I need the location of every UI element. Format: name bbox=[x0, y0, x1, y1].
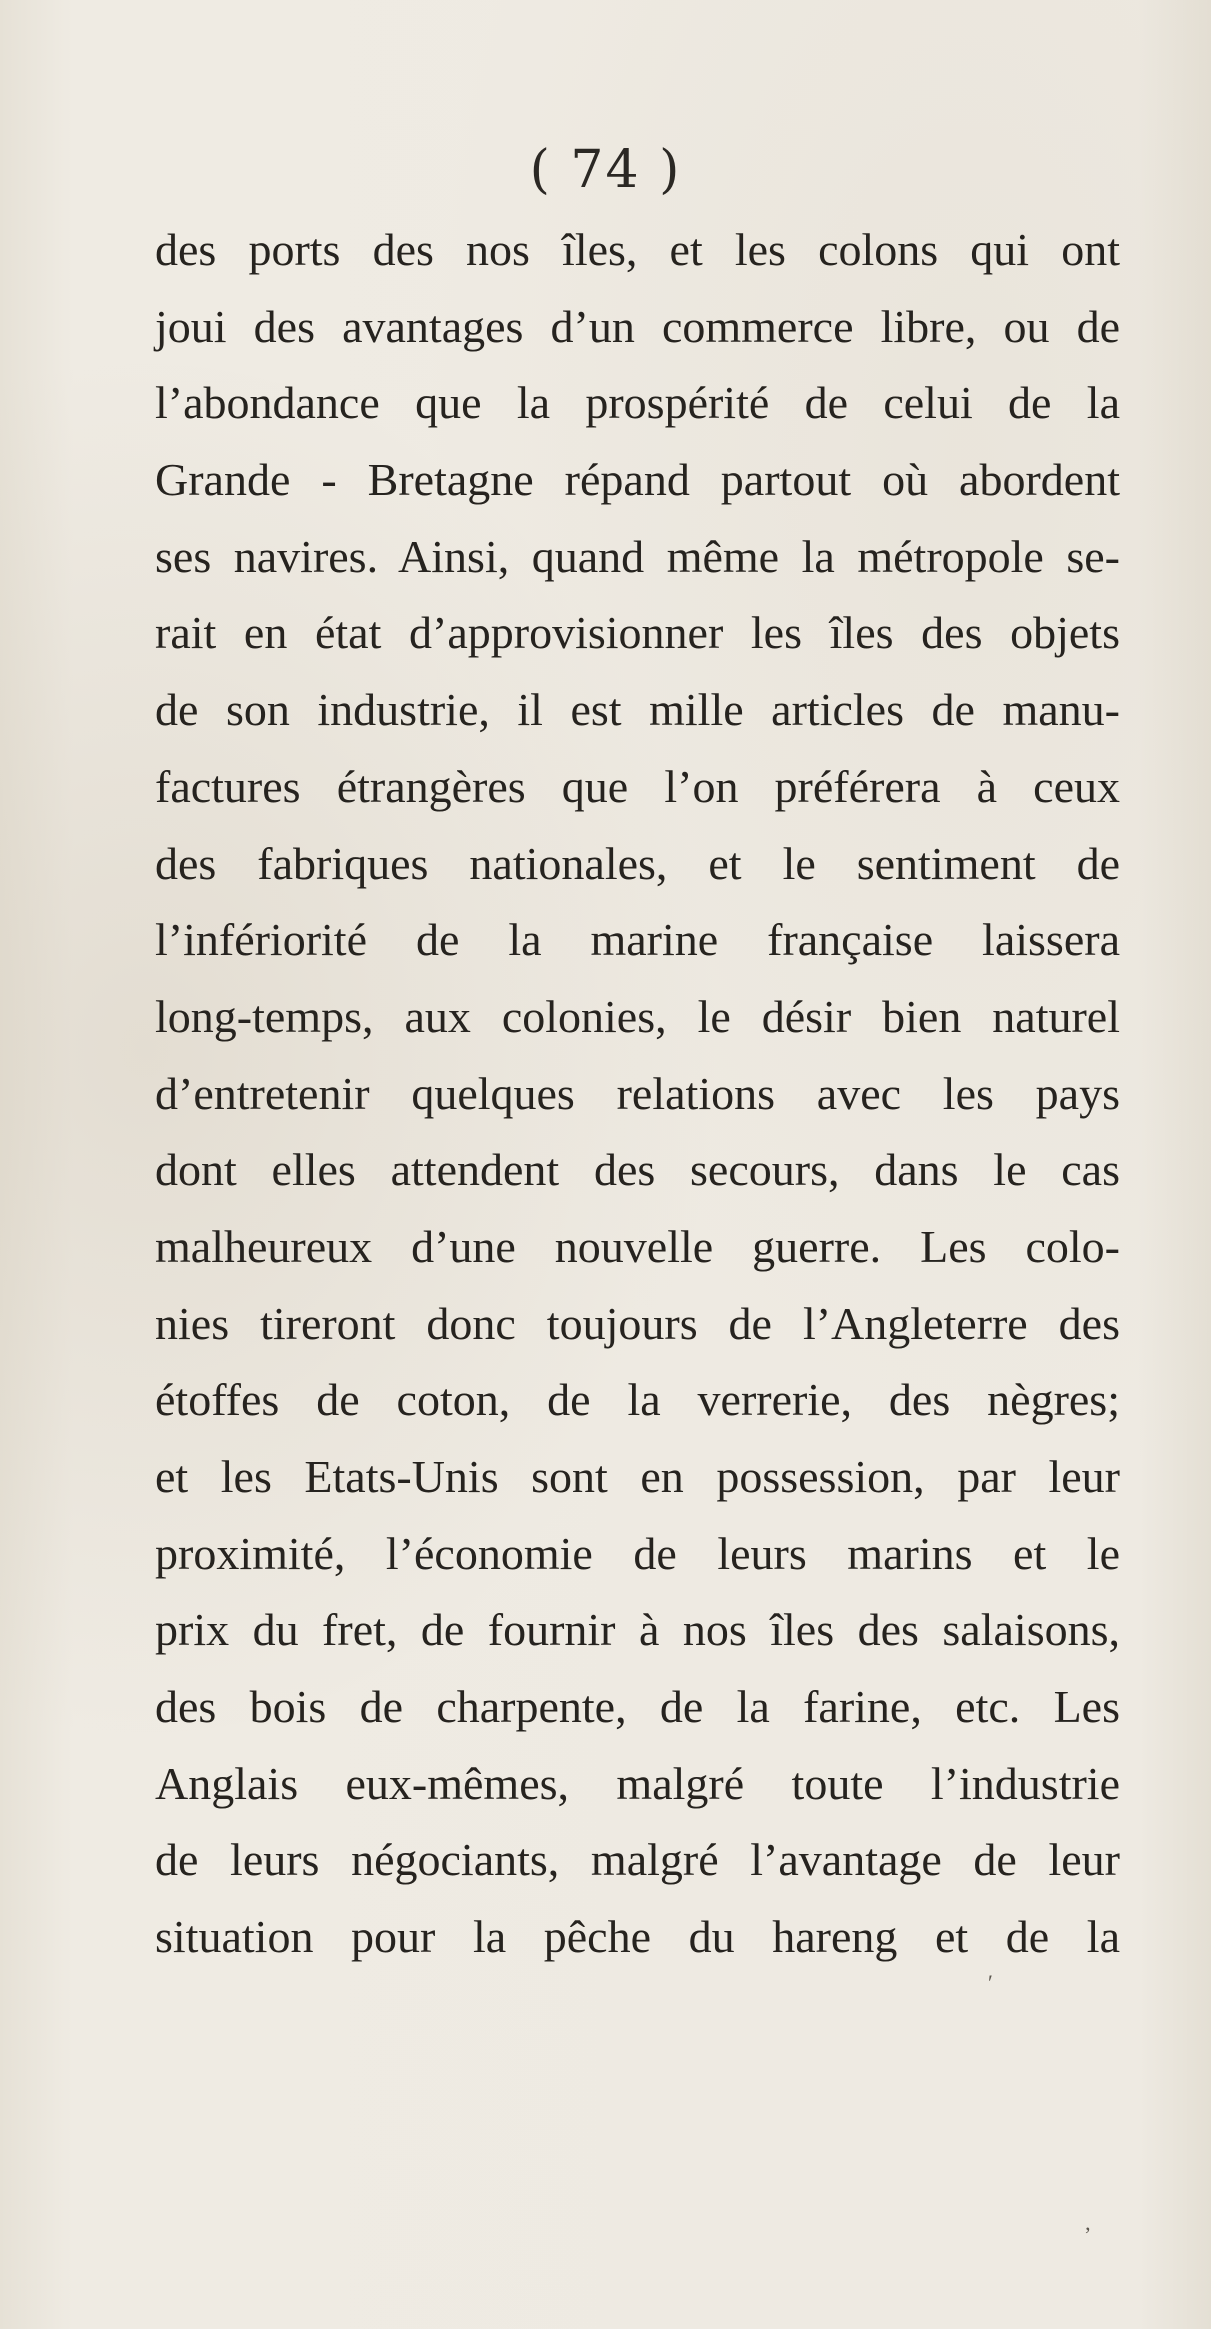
text-line: malheureux d’une nouvelle guerre. Les colo- bbox=[155, 1220, 1120, 1272]
text-line: rait en état d’approvisionner les îles des objets bbox=[155, 607, 1120, 659]
text-line: de leurs négociants, malgré l’avantage de leur bbox=[155, 1834, 1120, 1886]
text-line: dont elles attendent des secours, dans le cas bbox=[155, 1144, 1120, 1196]
text-line: situation pour la pêche du hareng et de la bbox=[155, 1911, 1120, 1963]
text-line: et les Etats-Unis sont en possession, par leur bbox=[155, 1451, 1120, 1502]
text-line: l’infériorité de la marine française laissera bbox=[155, 914, 1120, 966]
text-line: proximité, l’économie de leurs marins et le bbox=[155, 1527, 1120, 1579]
text-line: joui des avantages d’un commerce libre, ou de bbox=[155, 300, 1120, 352]
text-line: Grande - Bretagne répand partout où abordent bbox=[155, 454, 1120, 506]
text-line: étoffes de coton, de la verrerie, des nègres; bbox=[155, 1374, 1120, 1426]
text-line: d’entretenir quelques relations avec les pays bbox=[155, 1067, 1120, 1119]
text-line: Anglais eux-mêmes, malgré toute l’industrie bbox=[155, 1757, 1120, 1809]
text-line: ses navires. Ainsi, quand même la métropole se- bbox=[155, 530, 1120, 582]
text-line: prix du fret, de fournir à nos îles des salaisons, bbox=[155, 1604, 1120, 1656]
ink-speck: ′ bbox=[988, 1970, 993, 1995]
text-line: de son industrie, il est mille articles de manu- bbox=[155, 684, 1120, 736]
text-line: factures étrangères que l’on préférera à ceux bbox=[155, 760, 1120, 812]
text-line: l’abondance que la prospérité de celui de la bbox=[155, 377, 1120, 429]
body-text bbox=[155, 212, 1120, 1976]
text-line: des fabriques nationales, et le sentiment de bbox=[155, 837, 1120, 889]
text-line: long-temps, aux colonies, le désir bien naturel bbox=[155, 990, 1120, 1042]
page-number: ( 74 ) bbox=[529, 140, 682, 200]
ink-speck: ’ bbox=[1084, 2222, 1092, 2247]
text-line: des bois de charpente, de la farine, etc. Les bbox=[155, 1681, 1120, 1733]
text-line: des ports des nos îles, et les colons qui ont bbox=[155, 224, 1120, 275]
text-line: nies tireront donc toujours de l’Angleterre des bbox=[155, 1297, 1120, 1349]
